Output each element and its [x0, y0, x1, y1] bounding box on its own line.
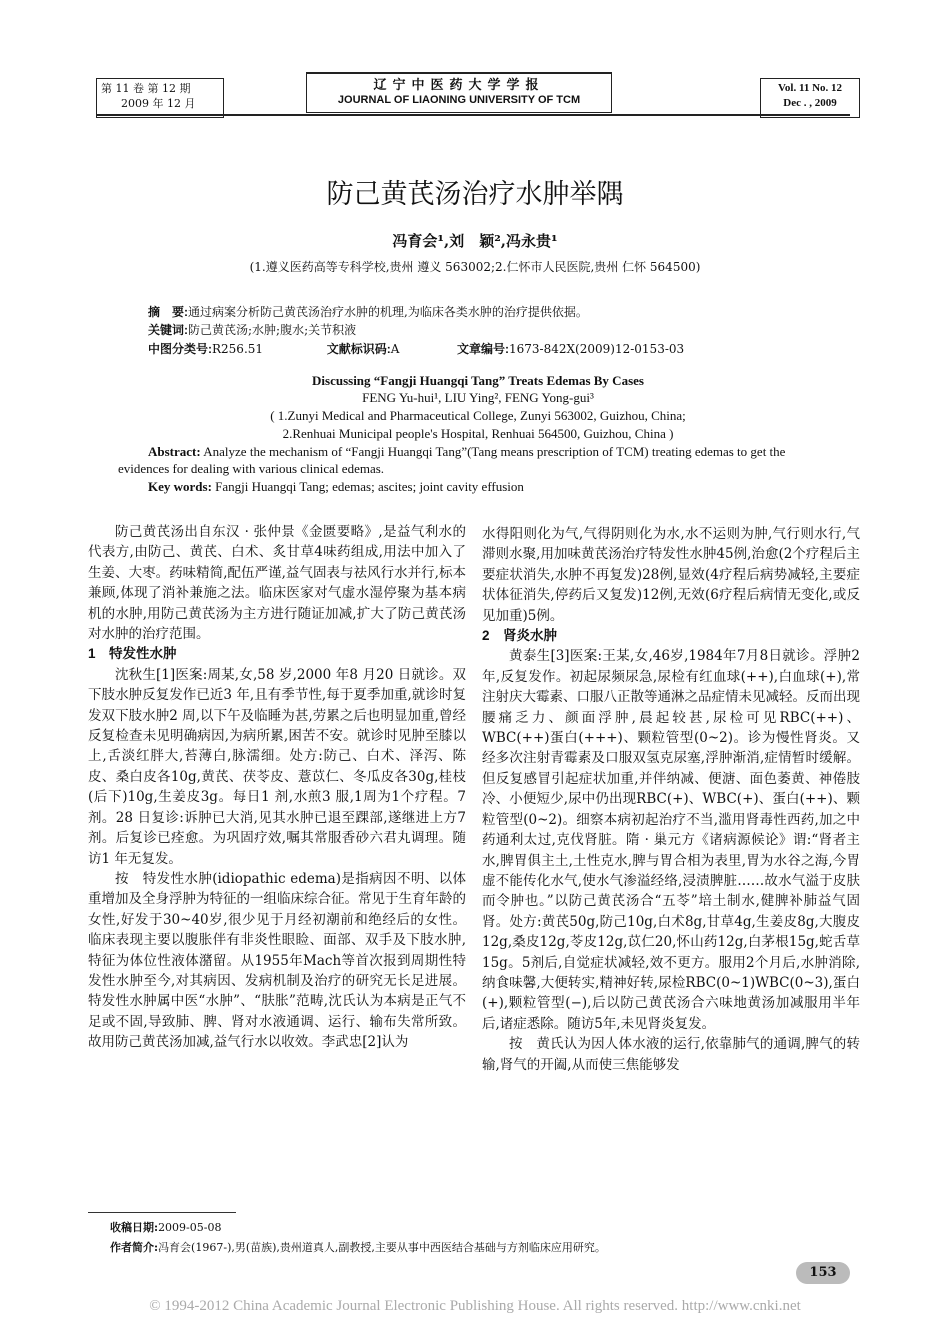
section-heading-1: 1 特发性水肿: [88, 646, 177, 662]
date-line-en: Dec . , 2009: [783, 97, 837, 109]
article-label: 文章编号:: [457, 342, 510, 356]
received-label: 收稿日期:: [110, 1221, 159, 1234]
doc-value: A: [390, 342, 400, 356]
header-rule: [96, 114, 850, 116]
author-bio-value: 冯育会(1967-),男(苗族),贵州道真人,副教授,主要从事中西医结合基础与方剂临床应用研究。: [158, 1241, 606, 1254]
issue-box-cn: [96, 78, 224, 118]
english-keywords: [118, 478, 868, 495]
keywords-cn: [148, 322, 838, 339]
article-value: 1673-842X(2009)12-0153-03: [509, 342, 685, 356]
abstract-cn: [148, 304, 838, 321]
clc-label: 中图分类号:: [148, 342, 212, 356]
english-affil-2: 2.Renhuai Municipal people's Hospital, Renhuai 564500, Guizhou, China ): [282, 426, 674, 441]
issue-box-en: [760, 78, 860, 118]
abstract-text: 通过病案分析防己黄芪汤治疗水肿的机理,为临床各类水肿的治疗提供依据。: [188, 305, 588, 319]
english-abstract: [118, 443, 838, 477]
journal-name-box: [306, 72, 612, 113]
english-title: Discussing “Fangji Huangqi Tang” Treats Edemas By Cases: [312, 373, 644, 388]
left-column: [88, 522, 466, 1053]
volume-line: Vol. 11 No. 12: [777, 82, 843, 94]
english-authors: FENG Yu-hui¹, LIU Ying², FENG Yong-gui³: [362, 390, 594, 405]
paragraph-comment-1: 按 特发性水肿(idiopathic edema)是指病因不明、以体重增加及全身浮肿为特征的一组临床综合征。常见于生育年龄的女性,好发于30~40岁,很少见于月经初潮前和绝经后的女性。临床表现主要以腹胀伴有非炎性眼睑、面部、双手及下肢水肿,特征为体位性液体潴留。从1955年Mach等首次报到周期性特发性水肿至今,对其病因、发病机制及治疗的研究无长足进展。特发性水肿属中医“水肿”、“肤胀”范畴,沈氏认为本病是正气不足或不固,导致肺、脾、肾对水液通调、运行、输布失常所致。故用防己黄芪汤加减,益气行水以收效。李武忠[2]认为: [88, 870, 466, 1051]
english-affil-1: ( 1.Zunyi Medical and Pharmaceutical College, Zunyi 563002, Guizhou, China;: [270, 408, 686, 423]
author-list: 冯育会¹,刘 颖²,冯永贵¹: [392, 232, 558, 250]
issue-line: 第 11 卷 第 12 期: [101, 82, 191, 95]
date-line: 2009 年 12 月: [121, 97, 196, 110]
paragraph-case-1: 沈秋生[1]医案:周某,女,58 岁,2000 年8 月20 日就诊。双下肢水肿反复发作已近3 年,且有季节性,每于夏季加重,就诊时复发双下肢水肿2 周,以下午及临睡为甚,劳累之后也明显加重,曾经反复检查未见明确病因,为病所累,困苦不安。就诊时见肿至膝以上,舌淡红胖大,苔薄白,脉濡细。处方:防己、白术、泽泻、陈皮、桑白皮各10g,黄芪、茯苓皮、薏苡仁、冬瓜皮各30g,桂枝(后下)10g,生姜皮3g。每日1 剂,水煎3 服,1周为1个疗程。7 剂。28 日复诊:诉肿已大消,见其水肿已退至踝部,遂继进上方7 剂。后复诊已痊愈。为巩固疗效,嘱其常服香砂六君丸调理。随访1 年无复发。: [88, 666, 466, 867]
author-bio-label: 作者简介:: [110, 1241, 159, 1254]
doc-label: 文献标识码:: [326, 342, 391, 356]
affiliation: (1.遵义医药高等专科学校,贵州 遵义 563002;2.仁怀市人民医院,贵州 仁怀 564500): [249, 260, 701, 274]
abstract-label: 摘 要:: [148, 305, 188, 319]
article-title: 防己黄芪汤治疗水肿举隅: [326, 179, 624, 210]
keywords-label: 关键词:: [148, 323, 188, 337]
paragraph-case-2: 黄泰生[3]医案:王某,女,46岁,1984年7月8日就诊。浮肿2年,反复发作。初起尿频尿急,尿检有红血球(++),白血球(+),常注射庆大霉素、口服八正散等通淋之品症情未见减轻。反而出现腰痛乏力、颜面浮肿,晨起较甚,尿检可见RBC(++)、WBC(++)蛋白(+++)、颗粒管型(0~2)。诊为慢性肾炎。又经多次注射青霉素及口服双氢克尿塞,浮肿渐消,症情暂时缓解。但反复感冒引起症状加重,并伴纳减、便溏、面色萎黄、神倦肢冷、小便短少,尿中仍出现RBC(+)、WBC(+)、蛋白(++)、颗粒管型(0~2)。细察本病初起治疗不当,滥用肾毒性西药,加之中药通利太过,克伐肾脏。隋 · 巢元方《诸病源候论》谓:“肾者主水,脾胃俱主土,土性克水,脾与胃合相为表里,胃为水谷之海,今胃虚不能传化水气,使水气渗溢经络,浸渍脾脏……故水气溢于皮肤而令肿也。”以防己黄芪汤合“五苓”培土制水,健脾补肺益气固肾。处方:黄芪50g,防己10g,白术8g,甘草4g,生姜皮8g,大腹皮12g,桑皮12g,苓皮12g,苡仁20,怀山药12g,白茅根15g,蛇舌草15g。5剂后,自觉症状减轻,效不更方。服用2个月后,水肿消除,纳食味馨,大便转实,精神好转,尿检RBC(0~1)WBC(0~3),蛋白(+),颗粒管型(−),后以防己黄芪汤合六味地黄汤加减服用半年后,诸症悉除。随访5年,未见肾炎复发。: [482, 648, 860, 1032]
classification-line: [148, 341, 838, 358]
paragraph-comment-2: 按 黄氏认为因人体水液的运行,依靠肺气的通调,脾气的转输,肾气的开阖,从而使三焦能够发: [482, 1036, 860, 1073]
paragraph-intro: 防己黄芪汤出自东汉 · 张仲景《金匮要略》,是益气利水的代表方,由防己、黄芪、白术、炙甘草4味药组成,用法中加入了生姜、大枣。药味精简,配伍严谨,益气固表与祛风行水并行,标本兼顾,体现了消补兼施之法。临床医家对气虚水湿停聚为基本病机的水肿,用防己黄芪汤为主方进行随证加减,扩大了防己黄芪汤对水肿的治疗范围。: [88, 524, 466, 643]
journal-name-en: JOURNAL OF LIAONING UNIVERSITY OF TCM: [337, 94, 581, 106]
right-column: [482, 524, 860, 1075]
received-value: 2009-05-08: [158, 1221, 222, 1234]
received-date: [110, 1220, 221, 1236]
author-bio: [110, 1240, 606, 1256]
section-heading-2: 2 肾炎水肿: [482, 628, 558, 644]
english-keywords-text: Fangji Huangqi Tang; edemas; ascites; joint cavity effusion: [215, 479, 524, 494]
journal-name-cn: 辽宁中医药大学学报: [373, 78, 545, 93]
copyright-line: © 1994-2012 China Academic Journal Electronic Publishing House. All rights reserved. http://www.cnki.net: [149, 1298, 801, 1314]
english-abstract-label: Abstract:: [148, 444, 201, 459]
paragraph-continued: 水得阳则化为气,气得阴则化为水,水不运则为肿,气行则水行,气滞则水聚,用加味黄芪汤治疗特发性水肿45例,治愈(2个疗程后主要症状消失,水肿不再复发)28例,显效(4疗程后病势减轻,主要症状体征消失,停药后又复发)12例,无效(6疗程后病情无变化,或反见加重)5例。: [482, 526, 860, 624]
keywords-text: 防己黄芪汤;水肿;腹水;关节积液: [188, 323, 357, 337]
english-keywords-label: Key words:: [148, 479, 212, 494]
footnote-rule: [88, 1212, 236, 1213]
page-number: 153: [796, 1262, 850, 1284]
clc-value: R256.51: [212, 342, 264, 356]
english-abstract-text: Analyze the mechanism of “Fangji Huangqi Tang”(Tang means prescription of TCM) treating edemas to get the evidences for dealing with various clinical edemas.: [118, 444, 786, 476]
